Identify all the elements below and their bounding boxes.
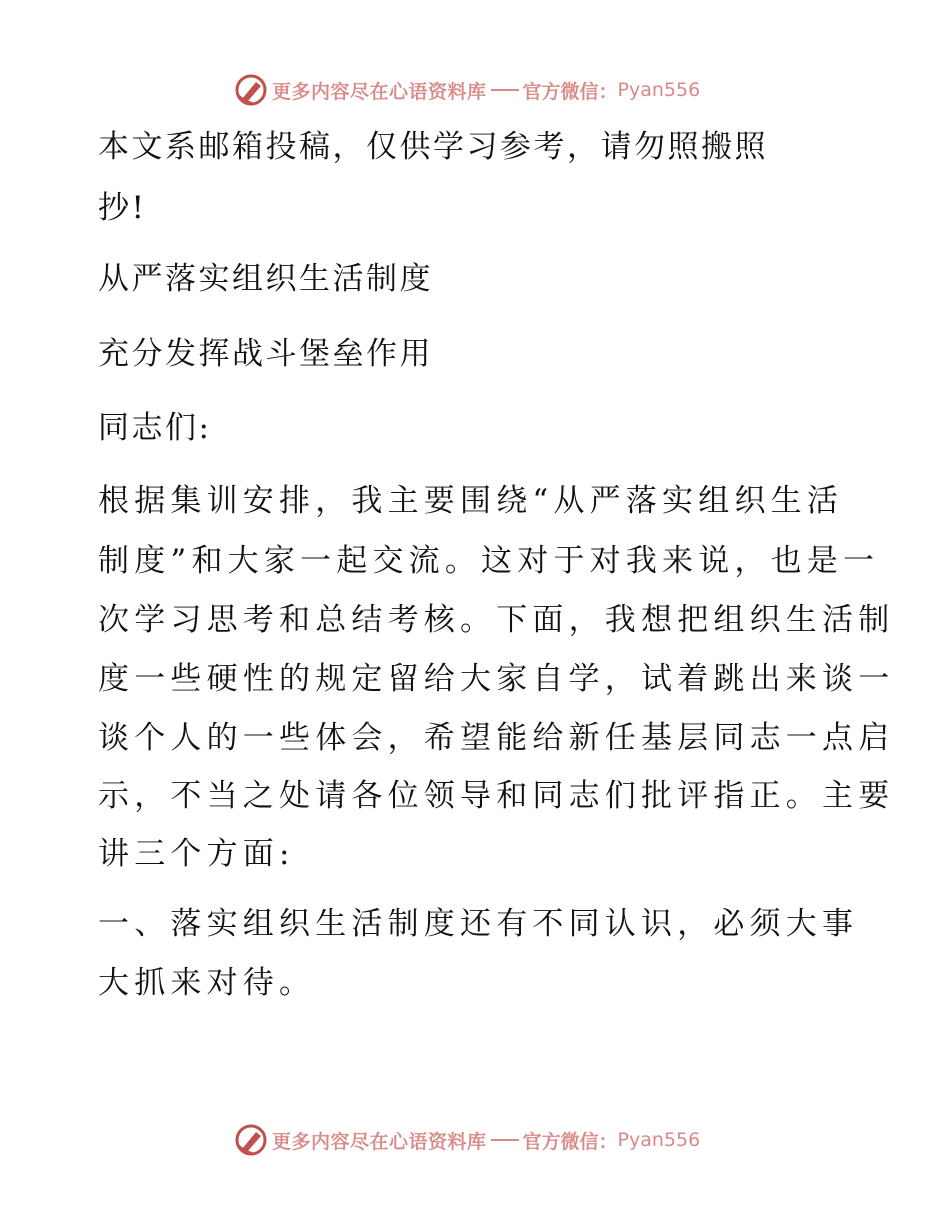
banner-dash xyxy=(491,1139,519,1141)
salutation: 同志们: xyxy=(98,410,212,446)
notice-line-2: 抄! xyxy=(98,190,147,226)
paragraph-line: 制度”和大家一起交流。这对于对我来说，也是一 xyxy=(98,543,880,579)
banner-wechat-id: Pyan556 xyxy=(617,79,701,101)
banner-slogan: 更多内容尽在心语资料库 xyxy=(272,80,487,103)
header-banner xyxy=(234,72,714,108)
banner-wechat-label: 官方微信： xyxy=(522,1130,618,1153)
section-heading-line-1: 一、落实组织生活制度还有不同认识，必须大事 xyxy=(98,906,859,942)
paragraph-line: 谈个人的一些体会，希望能给新任基层同志一点启 xyxy=(98,720,895,756)
banner-dash xyxy=(491,89,519,91)
pen-logo-icon xyxy=(234,1123,268,1157)
pen-logo-icon xyxy=(234,73,268,107)
footer-banner xyxy=(234,1122,714,1158)
notice-line-1: 本文系邮箱投稿，仅供学习参考，请勿照搬照 xyxy=(98,129,768,165)
banner-wechat-label: 官方微信： xyxy=(522,80,618,103)
section-heading-line-2: 大抓来对待。 xyxy=(98,965,316,1001)
paragraph-line: 度一些硬性的规定留给大家自学，试着跳出来谈一 xyxy=(98,661,895,697)
paragraph-line: 次学习思考和总结考核。下面，我想把组织生活制 xyxy=(98,602,895,638)
paragraph-line: 根据集训安排，我主要围绕“从严落实组织生活 xyxy=(98,483,844,519)
title-line-2: 充分发挥战斗堡垒作用 xyxy=(98,336,433,372)
banner-wechat-id: Pyan556 xyxy=(617,1129,701,1151)
paragraph-line: 讲三个方面: xyxy=(98,836,295,872)
banner-slogan: 更多内容尽在心语资料库 xyxy=(272,1130,487,1153)
paragraph-line: 示，不当之处请各位领导和同志们批评指正。主要 xyxy=(98,778,895,814)
title-line-1: 从严落实组织生活制度 xyxy=(98,261,433,297)
